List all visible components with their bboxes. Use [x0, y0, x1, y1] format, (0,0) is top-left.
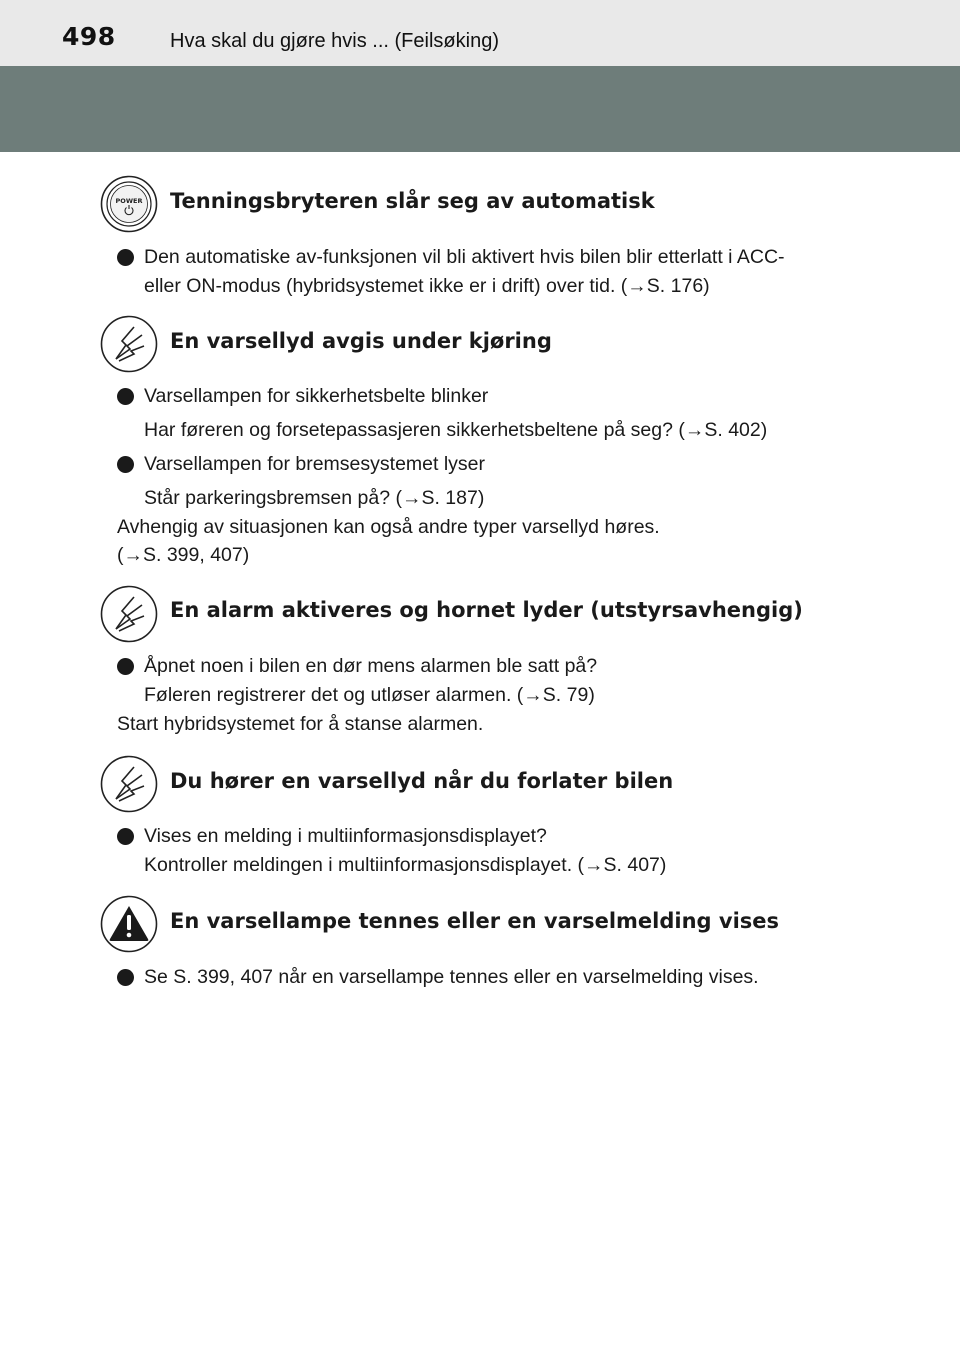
- bullet-text: Vises en melding i multiinformasjonsdisplayet?: [144, 825, 547, 847]
- bullet-text: eller ON-modus (hybridsystemet ikke er i drift) over tid. (→S. 176): [144, 275, 710, 297]
- note-text: Start hybridsystemet for å stanse alarmen.: [117, 713, 484, 735]
- warning-triangle-icon: [100, 895, 158, 953]
- section-title: En varsellampe tennes eller en varselmelding vises: [170, 909, 780, 933]
- bullet-text: Åpnet noen i bilen en dør mens alarmen ble satt på?: [144, 655, 598, 677]
- bullet-text: Den automatiske av-funksjonen vil bli aktivert hvis bilen blir etterlatt i ACC-: [144, 246, 785, 268]
- bullet-icon: [117, 388, 134, 405]
- bullet-icon: [117, 969, 134, 986]
- sub-text: Har føreren og forsetepassasjeren sikkerhetsbeltene på seg? (→S. 402): [144, 419, 768, 441]
- page-header: [0, 0, 960, 66]
- bullet-icon: [117, 249, 134, 266]
- note-text: (→S. 399, 407): [117, 544, 250, 566]
- warning-buzzer-icon: [100, 755, 158, 813]
- section-title: En alarm aktiveres og hornet lyder (utstyrsavhengig): [170, 598, 803, 622]
- bullet-text: Kontroller meldingen i multiinformasjonsdisplayet. (→S. 407): [144, 854, 667, 876]
- section-title: Tenningsbryteren slår seg av automatisk: [170, 189, 655, 213]
- section-banner: [0, 66, 960, 152]
- power-label: POWER: [115, 197, 143, 205]
- bullet-text: Varsellampen for sikkerhetsbelte blinker: [144, 385, 489, 407]
- power-button-icon: [100, 175, 158, 233]
- bullet-text: Varsellampen for bremsesystemet lyser: [144, 453, 486, 475]
- bullet-icon: [117, 456, 134, 473]
- sub-text: Står parkeringsbremsen på? (→S. 187): [144, 487, 485, 509]
- warning-buzzer-icon: [100, 585, 158, 643]
- section-title: En varsellyd avgis under kjøring: [170, 329, 552, 353]
- bullet-icon: [117, 658, 134, 675]
- bullet-text: Se S. 399, 407 når en varsellampe tennes eller en varselmelding vises.: [144, 966, 759, 988]
- bullet-icon: [117, 828, 134, 845]
- note-text: Avhengig av situasjonen kan også andre typer varsellyd høres.: [117, 516, 660, 538]
- chapter-title: Hva skal du gjøre hvis ... (Feilsøking): [170, 30, 499, 52]
- warning-buzzer-icon: [100, 315, 158, 373]
- page-number: 498: [62, 22, 116, 51]
- bullet-text: Føleren registrerer det og utløser alarmen. (→S. 79): [144, 684, 595, 706]
- section-title: Du hører en varsellyd når du forlater bilen: [170, 769, 674, 793]
